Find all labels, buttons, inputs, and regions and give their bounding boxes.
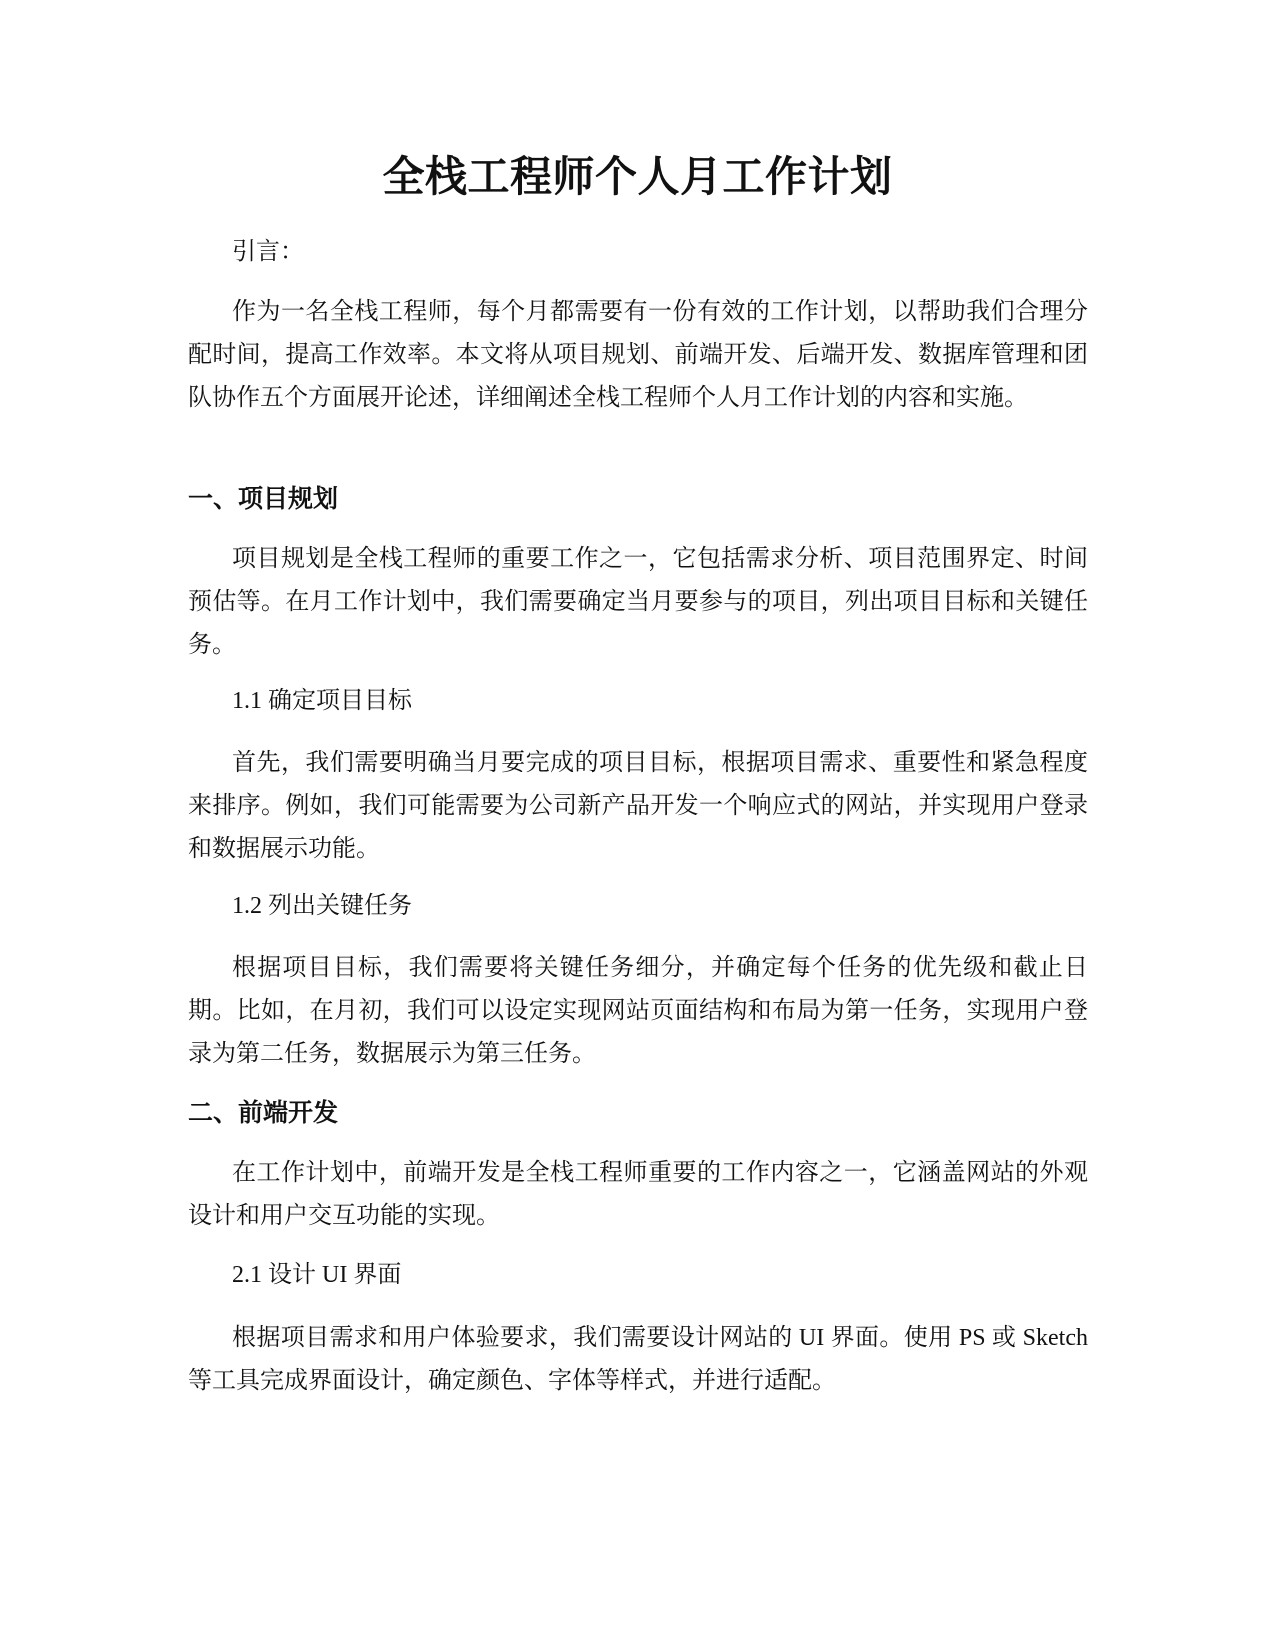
- intro-paragraph: 作为一名全栈工程师，每个月都需要有一份有效的工作计划，以帮助我们合理分配时间，提高工作效率。本文将从项目规划、前端开发、后端开发、数据库管理和团队协作五个方面展开论述，详细阐述全栈工程师个人月工作计划的内容和实施。: [188, 299, 1088, 411]
- subsection-heading-1-2: 1.2 列出关键任务: [232, 893, 412, 919]
- subsection-paragraph-2-1: 根据项目需求和用户体验要求，我们需要设计网站的 UI 界面。使用 PS 或 Sketch 等工具完成界面设计，确定颜色、字体等样式，并进行适配。: [188, 1325, 1088, 1394]
- section-paragraph-frontend: 在工作计划中，前端开发是全栈工程师重要的工作内容之一，它涵盖网站的外观设计和用户交互功能的实现。: [188, 1160, 1088, 1229]
- subsection-paragraph-1-2: 根据项目目标，我们需要将关键任务细分，并确定每个任务的优先级和截止日期。比如，在月初，我们可以设定实现网站页面结构和布局为第一任务，实现用户登录为第二任务，数据展示为第三任务。: [188, 955, 1088, 1067]
- section-heading-project-planning: 一、项目规划: [188, 484, 339, 513]
- subsection-heading-1-1: 1.1 确定项目目标: [232, 688, 412, 714]
- intro-label: 引言：: [232, 239, 304, 265]
- section-heading-frontend: 二、前端开发: [188, 1098, 339, 1127]
- document-title: 全栈工程师个人月工作计划: [382, 152, 893, 201]
- subsection-paragraph-1-1: 首先，我们需要明确当月要完成的项目目标，根据项目需求、重要性和紧急程度来排序。例如，我们可能需要为公司新产品开发一个响应式的网站，并实现用户登录和数据展示功能。: [188, 750, 1088, 862]
- subsection-heading-2-1: 2.1 设计 UI 界面: [232, 1262, 402, 1288]
- section-paragraph-project-planning: 项目规划是全栈工程师的重要工作之一，它包括需求分析、项目范围界定、时间预估等。在月工作计划中，我们需要确定当月要参与的项目，列出项目目标和关键任务。: [188, 546, 1088, 658]
